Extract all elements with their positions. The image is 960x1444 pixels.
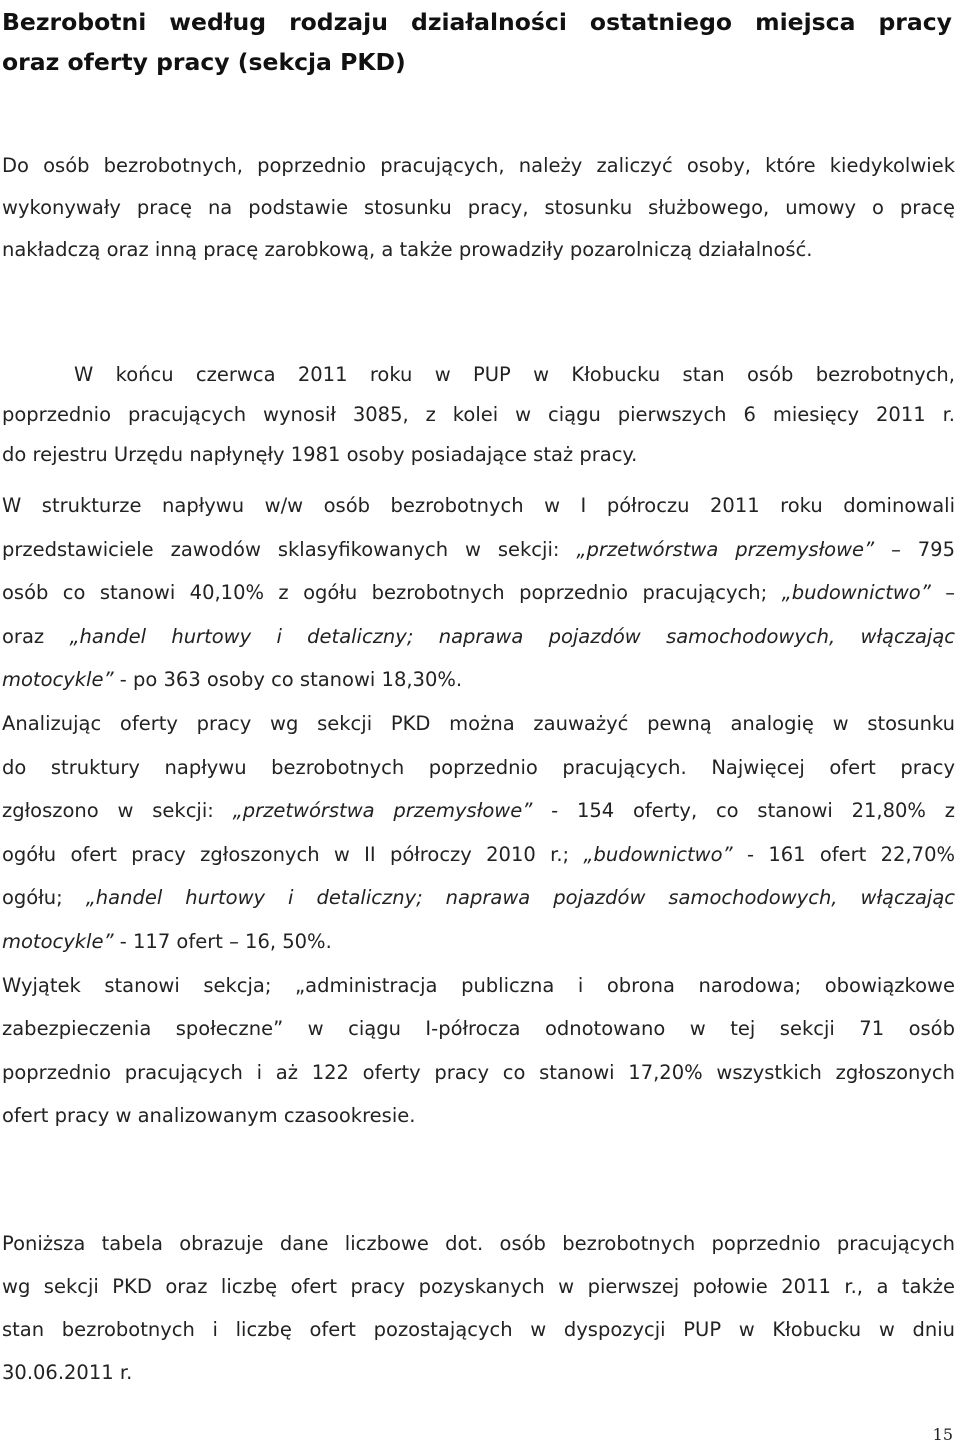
text-run: - 154 oferty, co stanowi 21,80% z [532, 799, 955, 823]
text-line: 30.06.2011 r. [2, 1361, 133, 1384]
text-run: - 161 ofert 22,70% [732, 842, 956, 866]
italic-section-name: „handel hurtowy i detaliczny; naprawa pojazdów samochodowych, włączając [69, 624, 955, 648]
text-line: ofert pracy w analizowanym czasookresie. [2, 1104, 416, 1128]
italic-section-name: „budownictwo” [583, 842, 733, 866]
text-run: ogółu; [2, 886, 86, 910]
text-line: do rejestru Urzędu napłynęły 1981 osoby posiadające staż pracy. [2, 443, 638, 466]
heading-line: Bezrobotni według rodzaju działalności ostatniego miejsca pracy [2, 8, 952, 36]
text-line: nakładczą oraz inną pracę zarobkową, a także prowadziły pozarolniczą działalność. [2, 238, 813, 261]
italic-section-name: „przetwórstwa przemysłowe” [232, 799, 533, 823]
text-line: stan bezrobotnych i liczbę ofert pozostających w dyspozycji PUP w Kłobucku w dniu [2, 1318, 955, 1341]
text-line: W końcu czerwca 2011 roku w PUP w Kłobucku stan osób bezrobotnych, [74, 363, 955, 386]
text-line: W strukturze napływu w/w osób bezrobotnych w I półroczu 2011 roku dominowali [2, 494, 955, 517]
paragraph-analysis [2, 484, 955, 1138]
italic-section-name: „budownictwo” [781, 581, 931, 605]
text-run: - 117 ofert – 16, 50%. [113, 929, 332, 953]
italic-section-name: motocykle” [2, 929, 114, 953]
text-line: wg sekcji PKD oraz liczbę ofert pracy pozyskanych w pierwszej połowie 2011 r., a także [2, 1275, 955, 1298]
text-run: ogółu ofert pracy zgłoszonych w II półroczy 2010 r.; [2, 842, 584, 866]
text-line: Do osób bezrobotnych, poprzednio pracujących, należy zaliczyć osoby, które kiedykolwiek [2, 154, 955, 177]
page-number: 15 [932, 1425, 953, 1444]
text-line [2, 789, 955, 833]
text-line [2, 833, 955, 877]
paragraph-definition [2, 145, 955, 271]
text-line: Wyjątek stanowi sekcja; „administracja publiczna i obrona narodowa; obowiązkowe [2, 973, 955, 997]
italic-section-name: motocykle” [2, 668, 114, 692]
text-line: poprzednio pracujących wynosił 3085, z kolei w ciągu pierwszych 6 miesięcy 2011 r. [2, 403, 955, 426]
text-run: oraz [2, 624, 70, 648]
text-line: Poniższa tabela obrazuje dane liczbowe dot. osób bezrobotnych poprzednio pracujących [2, 1232, 955, 1255]
italic-section-name: „przetwórstwa przemysłowe” [576, 537, 875, 561]
italic-section-name: „handel hurtowy i detaliczny; naprawa pojazdów samochodowych, włączając [85, 886, 955, 910]
text-run: - po 363 osoby co stanowi 18,30%. [113, 668, 463, 692]
text-run: – 795 [874, 537, 955, 561]
text-line: Analizując oferty pracy wg sekcji PKD można zauważyć pewną analogię w stosunku [2, 711, 955, 735]
text-run: osób co stanowi 40,10% z ogółu bezrobotnych poprzednio pracujących; [2, 581, 782, 605]
paragraph-table-intro [2, 1222, 955, 1394]
text-run: przedstawiciele zawodów sklasyfikowanych w sekcji: [2, 537, 577, 561]
text-run: zgłoszono w sekcji: [2, 799, 233, 823]
text-run: – [930, 581, 955, 605]
text-line [2, 615, 955, 659]
heading-line: oraz oferty pracy (sekcja PKD) [2, 48, 406, 76]
text-line: zabezpieczenia społeczne” w ciągu I-półrocza odnotowano w tej sekcji 71 osób [2, 1017, 955, 1041]
section-heading [2, 2, 952, 82]
text-line [2, 528, 955, 572]
text-line: poprzednio pracujących i aż 122 oferty pracy co stanowi 17,20% wszystkich zgłoszonych [2, 1060, 955, 1084]
paragraph-summary [2, 355, 955, 475]
text-line [2, 920, 955, 964]
text-line [2, 658, 955, 702]
text-line: wykonywały pracę na podstawie stosunku pracy, stosunku służbowego, umowy o pracę [2, 196, 955, 219]
text-line [2, 876, 955, 920]
text-line: do struktury napływu bezrobotnych poprzednio pracujących. Najwięcej ofert pracy [2, 755, 955, 779]
text-line [2, 571, 955, 615]
